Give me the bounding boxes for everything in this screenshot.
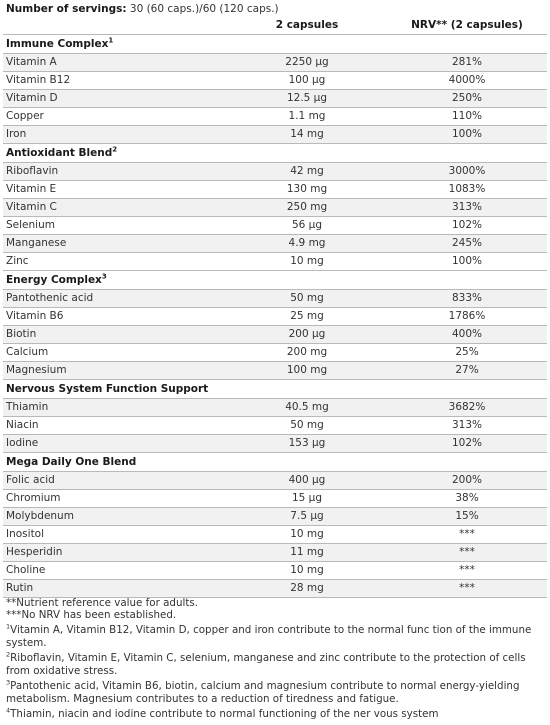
footnote [6,708,546,721]
table-row [3,108,547,126]
nutrient-name: Magnesium [3,362,227,380]
nutrient-dose: 14 mg [227,126,387,144]
nutrient-name: Niacin [3,417,227,435]
section-footnote-ref: 1 [108,36,114,45]
nutrient-name: Copper [3,108,227,126]
table-row [3,308,547,326]
nutrient-name: Chromium [3,490,227,508]
footnote-text: Riboflavin, Vitamin E, Vitamin C, selenium, manganese and zinc contribute to the protection of cells from oxidative stress. [6,652,526,677]
section-title [3,144,547,163]
table-row [3,435,547,453]
nutrient-nrv: 110% [387,108,547,126]
nutrient-name: Calcium [3,344,227,362]
nutrient-dose: 4.9 mg [227,235,387,253]
nutrient-name: Hesperidin [3,544,227,562]
nutrient-nrv: 250% [387,90,547,108]
nutrient-name: Vitamin A [3,54,227,72]
nutrient-nrv: 38% [387,490,547,508]
table-row [3,562,547,580]
nutrient-dose: 50 mg [227,417,387,435]
nutrient-dose: 28 mg [227,580,387,598]
nutrient-nrv: 1786% [387,308,547,326]
section-title [3,453,547,472]
table-row [3,362,547,380]
nutrient-nrv: 281% [387,54,547,72]
section-title [3,380,547,399]
footnote [6,652,546,677]
table-row [3,417,547,435]
nutrient-name: Vitamin B6 [3,308,227,326]
nutrient-name: Riboflavin [3,163,227,181]
nutrient-nrv: *** [387,544,547,562]
note-line: ***No NRV has been established. [6,608,177,621]
nutrient-nrv: 102% [387,217,547,235]
table-row [3,163,547,181]
footnote-ref: 3 [6,678,11,687]
nutrient-name: Vitamin D [3,90,227,108]
table-row [3,526,547,544]
servings-label: Number of servings: [6,3,127,15]
nutrient-nrv: 100% [387,126,547,144]
header-dose: 2 capsules [227,16,387,35]
nutrient-nrv: 4000% [387,72,547,90]
footnote-text: Thiamin, niacin and iodine contribute to normal functioning of the ner vous system [10,708,439,720]
table-row [3,472,547,490]
section-header-row [3,144,547,163]
section-title-text: Antioxidant Blend [6,147,113,159]
section-title-text: Energy Complex [6,274,102,286]
nutrient-nrv: 400% [387,326,547,344]
nutrient-dose: 10 mg [227,526,387,544]
nutrient-nrv: 313% [387,417,547,435]
nutrient-nrv: *** [387,562,547,580]
nutrient-nrv: 1083% [387,181,547,199]
nutrient-name: Inositol [3,526,227,544]
nutrient-dose: 2250 µg [227,54,387,72]
nutrient-dose: 1.1 mg [227,108,387,126]
nutrient-name: Pantothenic acid [3,290,227,308]
nutrient-name: Selenium [3,217,227,235]
nutrient-nrv: *** [387,580,547,598]
nutrient-dose: 15 µg [227,490,387,508]
header-nrv: NRV** (2 capsules) [387,16,547,35]
nutrition-table [3,16,547,598]
footnote [6,680,546,705]
table-row [3,126,547,144]
footnote-ref: 4 [6,706,11,715]
nutrient-name: Folic acid [3,472,227,490]
servings-value: 30 (60 caps.)/60 (120 caps.) [129,3,279,15]
table-row [3,253,547,271]
nutrient-name: Vitamin B12 [3,72,227,90]
nutrient-dose: 200 mg [227,344,387,362]
nutrient-name: Manganese [3,235,227,253]
table-row [3,181,547,199]
nutrient-name: Iron [3,126,227,144]
nutrient-dose: 10 mg [227,562,387,580]
nutrient-dose: 42 mg [227,163,387,181]
section-title-text: Mega Daily One Blend [6,456,137,468]
nutrient-dose: 100 µg [227,72,387,90]
table-row [3,199,547,217]
section-header-row [3,35,547,54]
nutrient-nrv: 27% [387,362,547,380]
section-header-row [3,453,547,472]
table-row [3,580,547,598]
section-title-text: Immune Complex [6,38,109,50]
nutrient-dose: 25 mg [227,308,387,326]
nutrient-nrv: 3000% [387,163,547,181]
nutrient-nrv: 25% [387,344,547,362]
nutrient-name: Molybdenum [3,508,227,526]
table-row [3,290,547,308]
note-line: **Nutrient reference value for adults. [6,597,199,609]
nutrient-nrv: *** [387,526,547,544]
section-footnote-ref: 3 [101,272,107,281]
nutrient-dose: 100 mg [227,362,387,380]
section-header-row [3,380,547,399]
section-footnote-ref: 2 [112,145,118,154]
footnote-ref: 2 [6,650,11,659]
nutrient-name: Rutin [3,580,227,598]
table-header-row [3,16,547,35]
nutrient-name: Thiamin [3,399,227,417]
header-blank [3,16,227,35]
section-title [3,35,547,54]
nutrient-nrv: 200% [387,472,547,490]
table-row [3,508,547,526]
section-title-text: Nervous System Function Support [6,383,209,395]
nutrient-dose: 400 µg [227,472,387,490]
nutrient-dose: 130 mg [227,181,387,199]
nutrient-nrv: 313% [387,199,547,217]
nutrient-nrv: 100% [387,253,547,271]
nutrient-name: Choline [3,562,227,580]
nutrient-dose: 56 µg [227,217,387,235]
nutrient-name: Vitamin C [3,199,227,217]
nutrient-name: Iodine [3,435,227,453]
nutrient-dose: 11 mg [227,544,387,562]
section-header-row [3,271,547,290]
table-row [3,235,547,253]
nutrient-name: Zinc [3,253,227,271]
footnote-text: Vitamin A, Vitamin B12, Vitamin D, copper and iron contribute to the normal func tion of the immune system. [6,624,532,649]
nutrient-name: Biotin [3,326,227,344]
footnote-ref: 1 [6,622,11,631]
nutrient-dose: 250 mg [227,199,387,217]
nutrient-name: Vitamin E [3,181,227,199]
nutrient-dose: 10 mg [227,253,387,271]
nutrient-nrv: 102% [387,435,547,453]
servings-line [0,0,550,16]
notes-block [6,598,546,721]
table-row [3,90,547,108]
table-row [3,54,547,72]
nutrient-dose: 7.5 µg [227,508,387,526]
table-row [3,399,547,417]
table-row [3,72,547,90]
table-row [3,544,547,562]
table-row [3,344,547,362]
table-row [3,326,547,344]
nutrient-nrv: 3682% [387,399,547,417]
nutrient-nrv: 833% [387,290,547,308]
footnote [6,624,546,649]
nutrient-nrv: 245% [387,235,547,253]
footnote-text: Pantothenic acid, Vitamin B6, biotin, calcium and magnesium contribute to normal energy-yielding metabolism. Magnesium contributes to a reduction of tiredness and fatigue. [6,680,520,705]
nutrient-dose: 200 µg [227,326,387,344]
nutrient-dose: 40.5 mg [227,399,387,417]
nutrient-dose: 153 µg [227,435,387,453]
nutrient-dose: 50 mg [227,290,387,308]
nutrient-nrv: 15% [387,508,547,526]
table-row [3,490,547,508]
nutrient-dose: 12.5 µg [227,90,387,108]
section-title [3,271,547,290]
table-row [3,217,547,235]
